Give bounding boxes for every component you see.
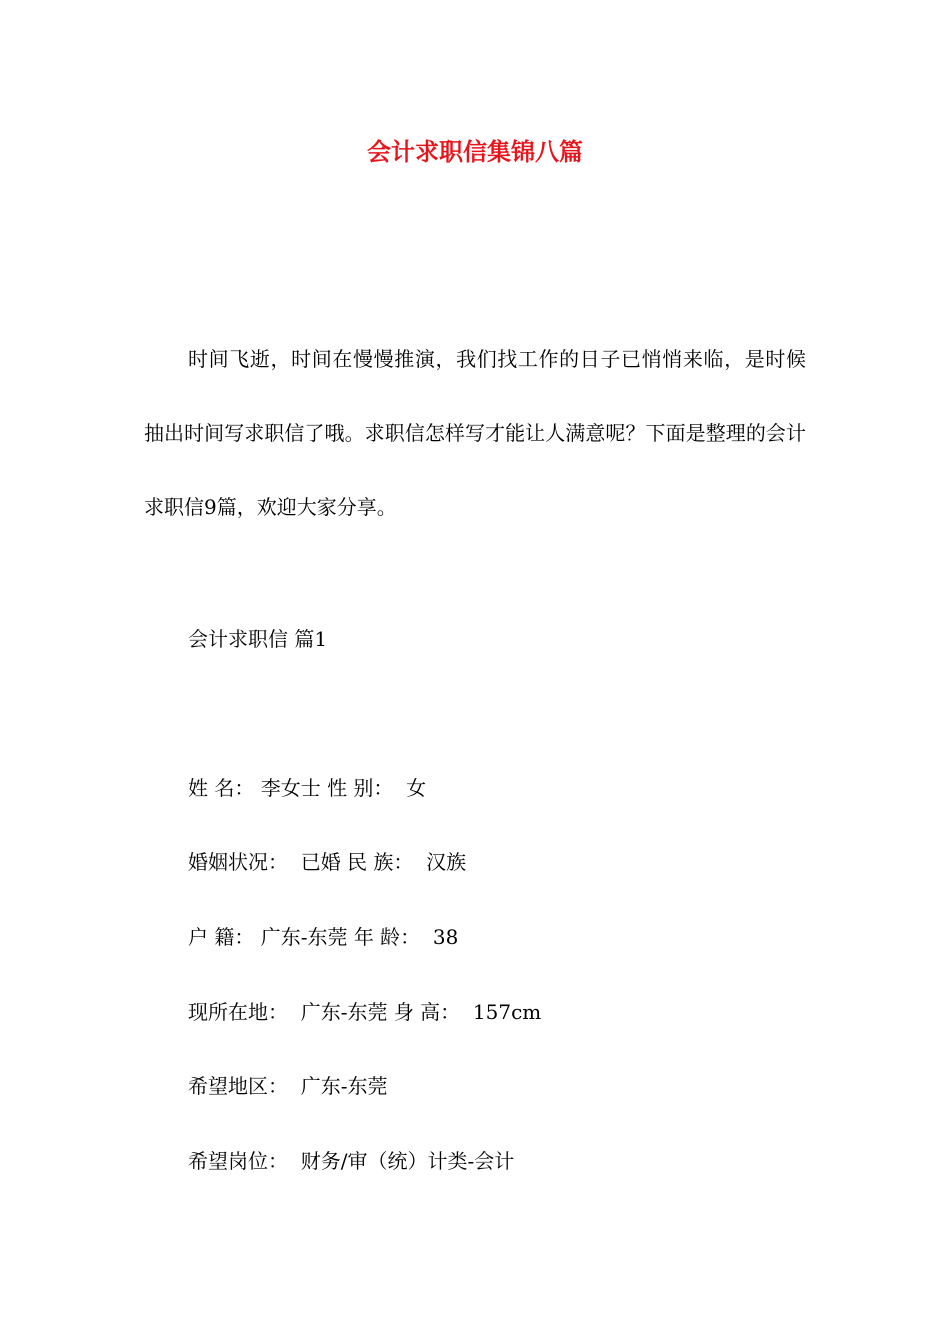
field-name-gender: 姓 名： 李女士 性 别： 女	[188, 776, 427, 800]
section-heading: 会计求职信 篇1	[188, 627, 328, 651]
intro-paragraph: 时间飞逝，时间在慢慢推演，我们找工作的日子已悄悄来临，是时候抽出时间写求职信了哦。求职信怎样写才能让人满意呢？下面是整理的会计求职信9篇，欢迎大家分享。	[144, 347, 806, 519]
field-desired-region: 希望地区： 广东-东莞	[188, 1074, 388, 1098]
field-marital-ethnicity: 婚姻状况： 已婚 民 族： 汉族	[188, 850, 467, 874]
document-title: 会计求职信集锦八篇	[367, 137, 583, 166]
field-hukou-age: 户 籍： 广东-东莞 年 龄： 38	[188, 925, 459, 949]
field-desired-position: 希望岗位： 财务/审（统）计类-会计	[188, 1149, 515, 1173]
field-location-height: 现所在地： 广东-东莞 身 高： 157cm	[188, 1000, 542, 1024]
